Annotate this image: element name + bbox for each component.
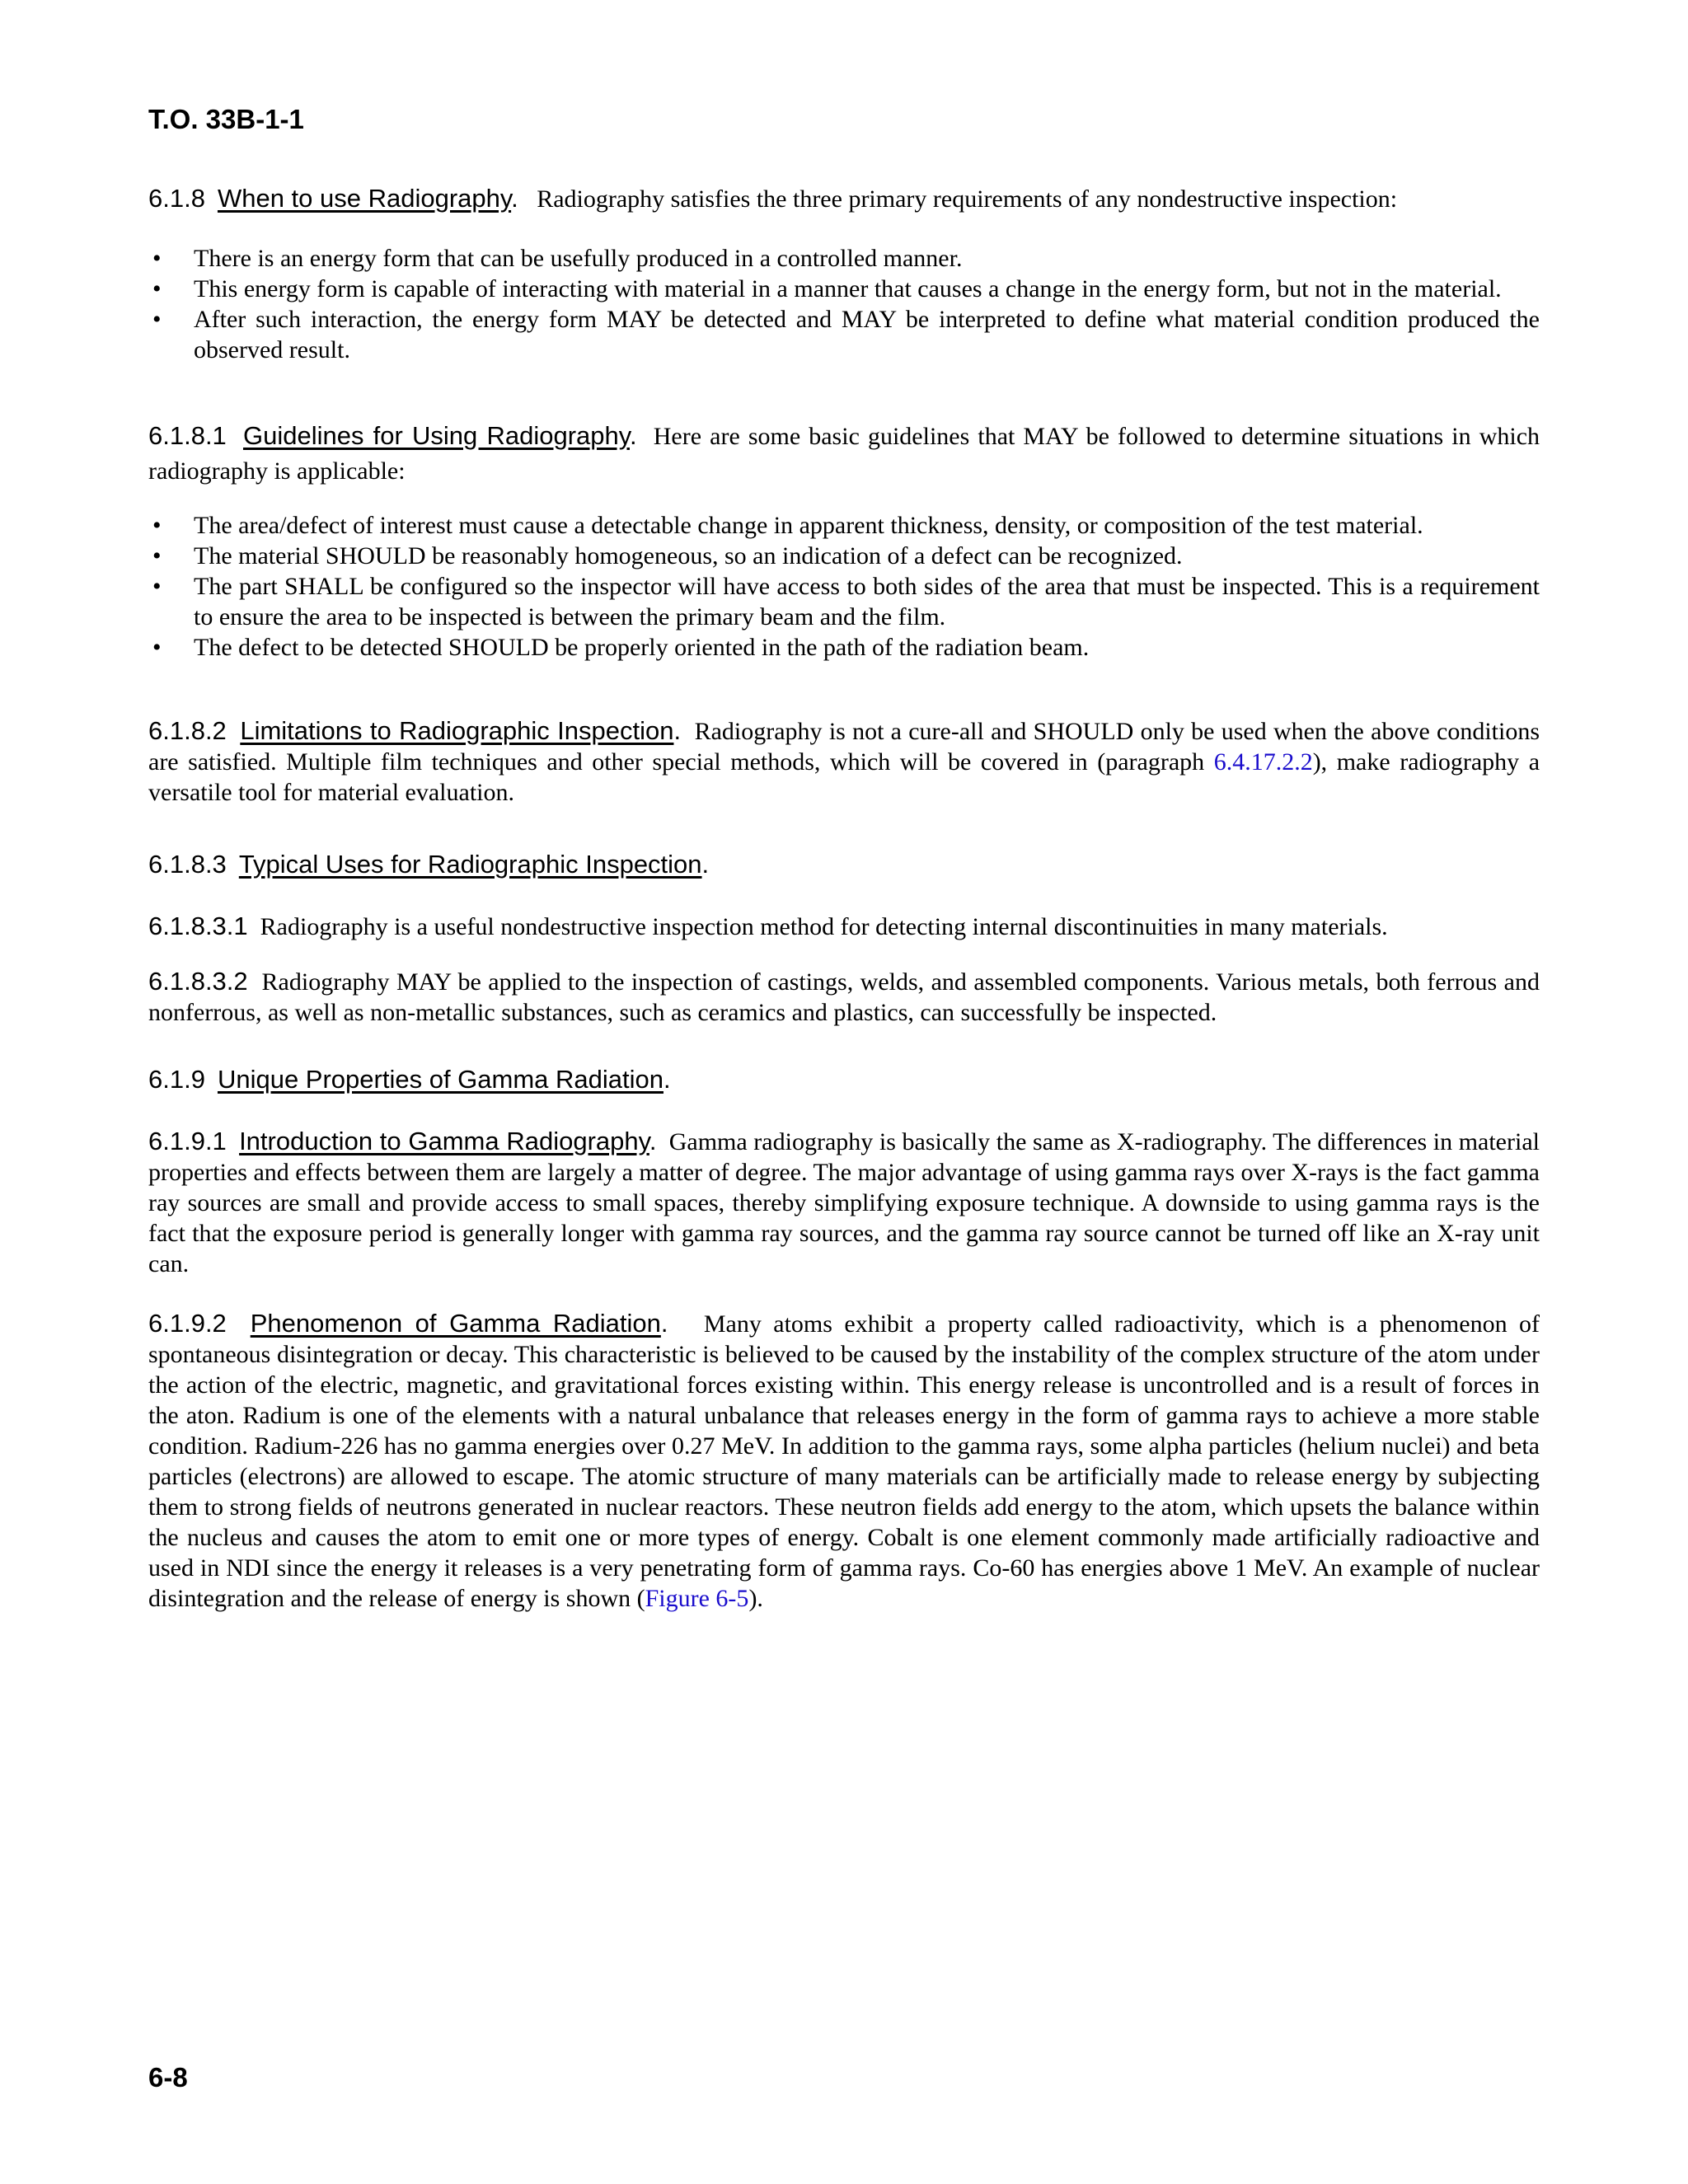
section-number: 6.1.9.1 — [148, 1127, 227, 1155]
section-paragraph — [148, 911, 1540, 942]
section-6-1-8-1 — [148, 419, 1540, 663]
section-text: Many atoms exhibit a property called radioactivity, which is a phenomenon of spontaneous disintegration or decay. This characteristic is believed to be caused by the instability of the complex structure of the atom under the action of the electric, magnetic, and gravitational forces existing within. This energy release is uncontrolled and is a result of forces in the aton. Radium is one of the elements with a natural unbalance that releases energy in the form of gamma rays to achieve a more stable condition. Radium-226 has no gamma energies over 0.27 MeV. In addition to the gamma rays, some alpha particles (helium nuclei) and beta particles (electrons) are allowed to escape. The atomic structure of many materials can be artificially made to release energy by subjecting them to strong fields of neutrons generated in nuclear reactors. These neutron fields add energy to the atom, which upsets the balance within the nucleus and causes the atom to emit one or more types of energy. Cobalt is one element commonly made artificially radioactive and used in NDI since the energy it releases is a very penetrating form of gamma rays. Co-60 has energies above 1 MeV. An example of nuclear disintegration and the release of energy is shown ( — [148, 1310, 1540, 1612]
section-number: 6.1.9 — [148, 1065, 205, 1094]
bullet-list — [148, 243, 1540, 365]
section-title: Introduction to Gamma Radiography — [239, 1127, 649, 1155]
section-text: Radiography MAY be applied to the inspection of castings, welds, and assembled components. Various metals, both ferrous and nonferrous, as well as non-metallic substances, such as ceramics and plastics, can successfully be inspected. — [148, 968, 1540, 1026]
section-title: Phenomenon of Gamma Radiation — [250, 1309, 661, 1338]
bullet-list — [148, 510, 1540, 663]
section-text: Radiography is not a cure-all and SHOULD only be used when the above conditions are satisfied. Multiple film techniques and other special methods, which will be covered in (paragraph — [148, 718, 1540, 776]
section-6-1-8-2 — [148, 715, 1540, 808]
section-heading: 6.1.9 Unique Properties of Gamma Radiation. — [148, 1065, 671, 1094]
section-text: Radiography is a useful nondestructive inspection method for detecting internal discontinuities in many materials. — [260, 913, 1388, 940]
list-item: • After such interaction, the energy form MAY be detected and MAY be interpreted to define what material condition produced the observed result. — [148, 304, 1540, 365]
section-paragraph: 6.1.9.2 Phenomenon of Gamma Radiation. Many atoms exhibit a property called radioactivity, which is a phenomenon of spontaneous disintegration or decay. This characteristic is believed to be caused by the instability of the complex structure of the atom under the action of the electric, magnetic, and gravitational forces existing within. This energy release is uncontrolled and is a result of forces in the aton. Radium is one of the elements with a natural unbalance that releases energy in the form of gamma rays to achieve a more stable condition. Radium-226 has no gamma energies over 0.27 MeV. In addition to the gamma rays, some alpha particles (helium nuclei) and beta particles (electrons) are allowed to escape. The atomic structure of many materials can be artificially made to release energy by subjecting them to strong fields of neutrons generated in nuclear reactors. These neutron fields add energy to the atom, which upsets the balance within the nucleus and causes the atom to emit one or more types of energy. Cobalt is one element commonly made artificially radioactive and used in NDI since the energy it releases is a very penetrating form of gamma rays. Co-60 has energies above 1 MeV. An example of nuclear disintegration and the release of energy is shown (Figure 6-5). — [148, 1309, 1540, 1612]
page-number: 6-8 — [148, 2062, 188, 2093]
section-paragraph — [148, 966, 1540, 1028]
section-number: 6.1.8 — [148, 184, 205, 213]
paragraph-link[interactable]: 6.4.17.2.2 — [1213, 748, 1313, 776]
section-6-1-8 — [148, 183, 1540, 365]
list-item: • There is an energy form that can be usefully produced in a controlled manner. — [148, 243, 1540, 274]
list-item: • This energy form is capable of interacting with material in a manner that causes a change in the energy form, but not in the material. — [148, 274, 1540, 304]
section-paragraph: 6.1.8 When to use Radiography. Radiography satisfies the three primary requirements of any nondestructive inspection: — [148, 184, 1398, 213]
section-number: 6.1.8.3.2 — [148, 967, 248, 996]
section-number: 6.1.8.3 — [148, 850, 227, 879]
section-heading: 6.1.8.3 Typical Uses for Radiographic Inspection. — [148, 850, 710, 879]
section-6-1-9-2 — [148, 1308, 1540, 1614]
section-text-end: ), make radiography a versatile tool for material evaluation. — [148, 748, 1540, 806]
list-item: • The material SHOULD be reasonably homogeneous, so an indication of a defect can be recognized. — [148, 541, 1540, 571]
section-number: 6.1.9.2 — [148, 1309, 227, 1338]
section-text: Here are some basic guidelines that MAY be followed to determine situations in which radiography is applicable: — [148, 423, 1540, 485]
document-id: T.O. 33B-1-1 — [148, 104, 304, 134]
list-item: • The part SHALL be configured so the inspector will have access to both sides of the area that must be inspected. This is a requirement to ensure the area to be inspected is between the primary beam and the film. — [148, 571, 1540, 632]
section-paragraph: 6.1.9.1 Introduction to Gamma Radiography. Gamma radiography is basically the same as X-radiography. The differences in material properties and effects between them are largely a matter of degree. The major advantage of using gamma rays over X-rays is the fact gamma ray sources are small and provide access to small spaces, thereby simplifying exposure technique. A downside to using gamma rays is the fact that the exposure period is generally longer with gamma ray sources, and the gamma ray source cannot be turned off like an X-ray unit can. — [148, 1127, 1540, 1277]
section-paragraph: 6.1.8.2 Limitations to Radiographic Inspection. Radiography is not a cure-all and SHOULD only be used when the above conditions are satisfied. Multiple film techniques and other special methods, which will be covered in (paragraph 6.4.17.2.2), make radiography a versatile tool for material evaluation. — [148, 716, 1540, 806]
section-title: Typical Uses for Radiographic Inspection — [238, 850, 702, 879]
section-6-1-8-3-2 — [148, 966, 1540, 1028]
section-6-1-8-3 — [148, 849, 1540, 880]
list-item: • The area/defect of interest must cause a detectable change in apparent thickness, density, or composition of the test material. — [148, 510, 1540, 541]
section-number: 6.1.8.2 — [148, 716, 227, 745]
section-text: Gamma radiography is basically the same as X-radiography. The differences in material properties and effects between them are largely a matter of degree. The major advantage of using gamma rays over X-rays is the fact gamma ray sources are small and provide access to small spaces, thereby simplifying exposure technique. A downside to using gamma rays is the fact that the exposure period is generally longer with gamma ray sources, and the gamma ray source cannot be turned off like an X-ray unit can. — [148, 1128, 1540, 1277]
section-paragraph: 6.1.8.1 Guidelines for Using Radiography. Here are some basic guidelines that MAY be followed to determine situations in which radiography is applicable: — [148, 421, 1540, 485]
section-6-1-9-1 — [148, 1126, 1540, 1279]
section-title: Guidelines for Using Radiography — [242, 421, 630, 450]
section-number: 6.1.8.1 — [148, 421, 227, 450]
section-number: 6.1.8.3.1 — [148, 912, 248, 940]
section-6-1-9 — [148, 1064, 1540, 1095]
section-text-end: ). — [748, 1585, 763, 1612]
section-title: When to use Radiography — [217, 184, 512, 213]
figure-link[interactable]: Figure 6-5 — [645, 1585, 749, 1612]
section-title: Unique Properties of Gamma Radiation — [217, 1065, 663, 1094]
section-title: Limitations to Radiographic Inspection — [240, 716, 674, 745]
section-text: Radiography satisfies the three primary requirements of any nondestructive inspection: — [537, 185, 1398, 213]
list-item: • The defect to be detected SHOULD be properly oriented in the path of the radiation beam. — [148, 632, 1540, 663]
section-6-1-8-3-1 — [148, 911, 1540, 942]
